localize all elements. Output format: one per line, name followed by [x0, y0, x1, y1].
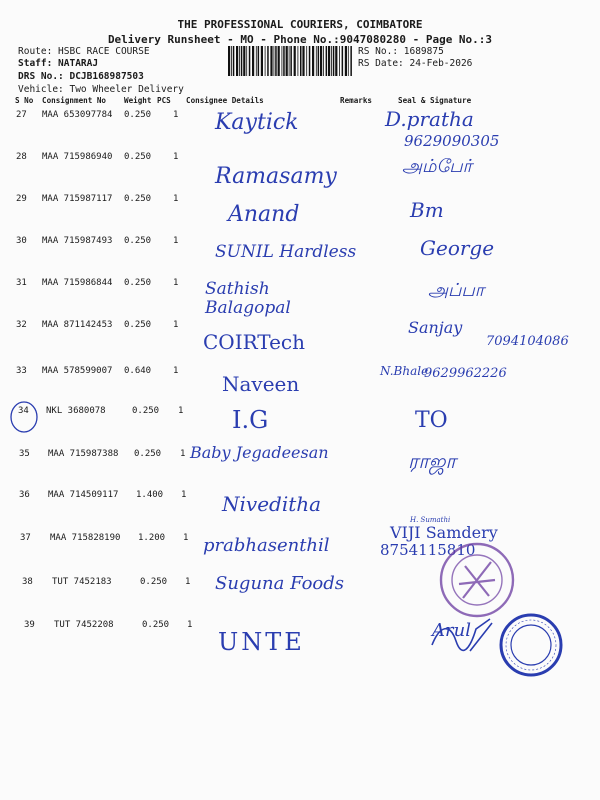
row-pcs: 1 [173, 110, 179, 120]
signature: அப்பா [428, 280, 485, 301]
col-pcs: PCS [157, 96, 171, 105]
row-sno: 31 [16, 278, 27, 288]
runsheet-subtitle: Delivery Runsheet - MO - Phone No.:9047080280 - Page No.:3 [107, 33, 493, 46]
company-name: THE PROFESSIONAL COURIERS, COIMBATORE [177, 18, 423, 31]
row-pcs: 1 [173, 194, 179, 204]
row-weight: 0.250 [124, 194, 152, 204]
row-sno: 27 [16, 110, 27, 120]
consignee-handwriting: Anand [228, 202, 300, 227]
row-weight: 0.250 [124, 278, 152, 288]
col-consignee: Consignee Details [186, 96, 264, 105]
consignee-handwriting: Niveditha [222, 492, 322, 516]
route-text: Route: HSBC RACE COURSE [18, 46, 150, 57]
row-pcs: 1 [173, 236, 179, 246]
phone-handwriting: 9629090305 [404, 132, 500, 150]
row-weight: 0.250 [142, 620, 170, 630]
table-row [0, 406, 600, 446]
row-sno: 34 [18, 406, 29, 416]
table-row [0, 194, 600, 234]
row-weight: 0.250 [132, 406, 160, 416]
row-consignment: MAA 715986940 [42, 152, 113, 162]
consignee-handwriting: Ramasamy [215, 164, 337, 189]
row-consignment: MAA 715987388 [48, 449, 119, 459]
round-seal-stamp [498, 612, 564, 678]
row-consignment: MAA 715828190 [50, 533, 121, 543]
row-consignment: MAA 578599007 [42, 366, 113, 376]
row-sno: 28 [16, 152, 27, 162]
row-sno: 37 [20, 533, 31, 543]
vehicle-text: Vehicle: Two Wheeler Delivery [18, 84, 184, 95]
table-row [0, 320, 600, 360]
row-pcs: 1 [185, 577, 191, 587]
signature: George [420, 236, 495, 260]
row-weight: 0.250 [124, 236, 152, 246]
table-row [0, 443, 600, 489]
row-pcs: 1 [178, 406, 184, 416]
row-weight: 1.400 [136, 490, 164, 500]
col-seal: Seal & Signature [398, 96, 472, 105]
phone-handwriting: 8754115810 [380, 541, 476, 559]
row-weight: 0.250 [124, 110, 152, 120]
consignee-handwriting: UNTE [218, 628, 305, 656]
table-row [0, 152, 600, 192]
row-consignment: TUT 7452208 [54, 620, 114, 630]
phone-handwriting: 7094104086 [486, 334, 569, 349]
col-sno: S No [15, 96, 34, 105]
consignee-handwriting: I.G [232, 406, 269, 434]
consignee-handwriting: prabhasenthil [203, 535, 330, 556]
row-sno: 29 [16, 194, 27, 204]
row-consignment: TUT 7452183 [52, 577, 112, 587]
row-consignment: MAA 715987117 [42, 194, 113, 204]
table-row [0, 236, 600, 276]
signature: Sanjay [408, 318, 463, 337]
table-row [0, 278, 600, 318]
consignee-handwriting: Sathish Balagopal [205, 279, 291, 318]
company-seal-stamp [425, 540, 525, 620]
signature: Bm [410, 198, 444, 222]
row-weight: 0.640 [124, 366, 152, 376]
drs-number: DRS No.: DCJB168987503 [18, 71, 144, 82]
table-row [0, 366, 600, 406]
row-consignment: NKL 3680078 [46, 406, 106, 416]
stamp-note: H. Sumathi [410, 516, 451, 524]
barcode [228, 46, 353, 76]
row-consignment: MAA 715987493 [42, 236, 113, 246]
row-pcs: 1 [173, 278, 179, 288]
row-sno: 30 [16, 236, 27, 246]
row-consignment: MAA 714509117 [48, 490, 119, 500]
consignee-handwriting: COIRTech [203, 330, 306, 354]
col-remarks: Remarks [340, 96, 373, 105]
row-sno: 39 [24, 620, 35, 630]
row-pcs: 1 [183, 533, 189, 543]
row-pcs: 1 [173, 152, 179, 162]
row-sno: 38 [22, 577, 33, 587]
consignee-handwriting: Kaytick [215, 110, 299, 135]
row-weight: 0.250 [124, 320, 152, 330]
rs-date: RS Date: 24-Feb-2026 [358, 58, 473, 69]
signature-scribble-icon [430, 615, 500, 655]
signature: ராஜா [408, 449, 456, 473]
rs-number: RS No.: 1689875 [358, 46, 444, 57]
row-weight: 0.250 [134, 449, 162, 459]
table-row [0, 490, 600, 530]
row-sno: 33 [16, 366, 27, 376]
staff-text: Staff: NATARAJ [18, 58, 99, 69]
consignee-handwriting: Naveen [222, 372, 300, 396]
signature: VIJI Samdery [390, 523, 498, 542]
row-sno: 32 [16, 320, 27, 330]
consignee-handwriting: Baby Jegadeesan [190, 443, 329, 462]
row-consignment: MAA 871142453 [42, 320, 113, 330]
signature: N.Bhale [380, 364, 429, 378]
row-consignment: MAA 653097784 [42, 110, 113, 120]
signature: TO [415, 408, 448, 433]
consignee-handwriting: Suguna Foods [215, 573, 345, 594]
row-pcs: 1 [181, 490, 187, 500]
row-pcs: 1 [173, 320, 179, 330]
row-sno: 36 [19, 490, 30, 500]
signature: அம்பேர் [402, 156, 473, 177]
row-weight: 0.250 [140, 577, 168, 587]
row-consignment: MAA 715986844 [42, 278, 113, 288]
row-pcs: 1 [180, 449, 186, 459]
row-sno: 35 [19, 449, 30, 459]
signature: Arul [432, 620, 471, 641]
table-row [0, 107, 600, 150]
row-pcs: 1 [173, 366, 179, 376]
row-pcs: 1 [187, 620, 193, 630]
col-weight: Weight [124, 96, 152, 105]
signature: D.pratha [385, 107, 474, 131]
col-consignment: Consignment No [42, 96, 107, 105]
consignee-handwriting: SUNIL Hardless [215, 242, 357, 262]
row-weight: 1.200 [138, 533, 166, 543]
row-weight: 0.250 [124, 152, 152, 162]
phone-handwriting: 9629962226 [424, 366, 507, 381]
